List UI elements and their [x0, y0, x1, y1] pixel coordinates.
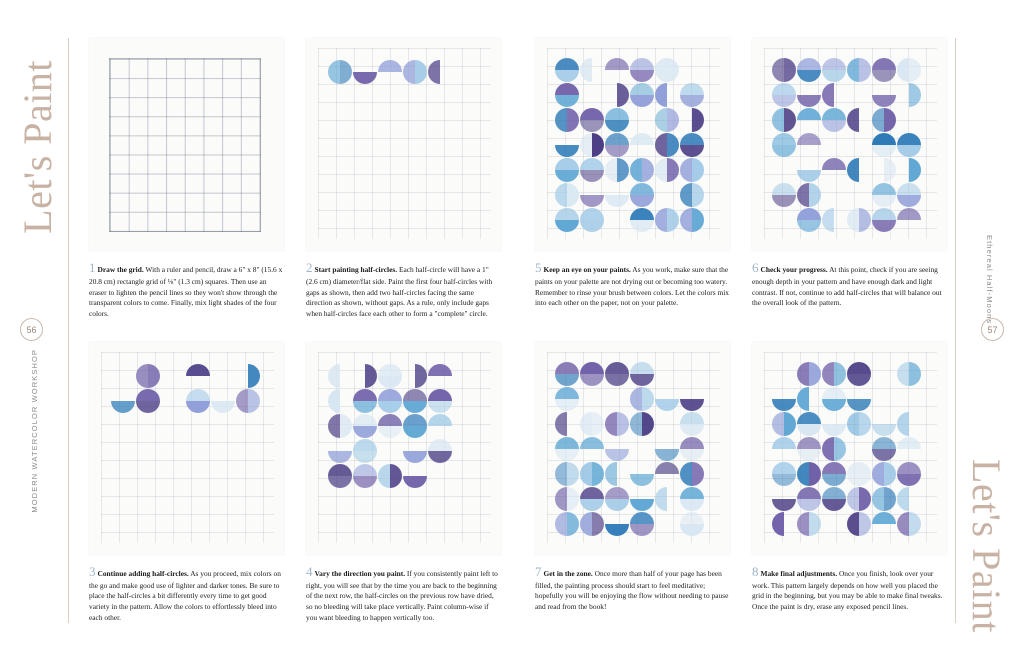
step-image-4	[306, 342, 501, 555]
steps-row-top	[78, 38, 946, 320]
section-title-right: Let's Paint	[964, 459, 1009, 633]
step-caption-1	[89, 259, 284, 320]
step-panel-8	[741, 342, 958, 624]
step-title-6: Check your progress.	[760, 265, 828, 274]
step-number-5: 5	[535, 260, 542, 275]
step-caption-5	[535, 259, 730, 309]
step-text-4: If you consistently paint left to right, you will see that by the time you are back to the beginning of the next row, the half-circles on the previous row have dried, so no bleeding will take place vertically. Paint column-wise if you want bleeding to happen vertically too.	[306, 568, 498, 622]
step-title-7: Get in the zone.	[543, 568, 593, 578]
half-circle-artwork-5	[535, 38, 730, 251]
step-title-8: Make final adjustments.	[760, 568, 838, 578]
step-text-5: As you work, make sure that the paints on your palette are not drying out or becoming too watery. Remember to rinse your brush between colors. Let the colors mix into each other on the paper, not on your palette.	[535, 265, 729, 308]
step-image-1	[89, 38, 284, 251]
running-head-right: Ethereal Half-Moons	[985, 235, 994, 325]
step-number-1: 1	[89, 260, 96, 275]
steps-row-bottom	[78, 342, 946, 624]
step-number-2: 2	[306, 260, 313, 275]
step-image-7	[535, 342, 730, 555]
half-circle-artwork-3	[89, 342, 284, 555]
step-caption-8	[752, 563, 947, 613]
step-image-2	[306, 38, 501, 251]
divider-left	[68, 38, 69, 623]
half-circle-artwork-2	[306, 38, 501, 251]
step-caption-2	[306, 259, 501, 320]
half-circle-artwork-8	[752, 342, 947, 555]
step-panel-6	[741, 38, 958, 320]
step-text-2: Each half-circle will have a 1" (2.6 cm) diameter/flat side. Paint the first four half-circles with gaps as shown, then add two half-circles facing the same direction as shown, without gaps. As a rule, only include gaps when half-circles face each other to form a "complete" circle.	[306, 265, 493, 318]
step-text-8: Once you finish, look over your work. This pattern largely depends on how well you placed the grid in the beginning, but you may be able to make final tweaks. Once the paint is dry, erase any exposed pencil lines.	[752, 568, 943, 611]
step-panel-3	[78, 342, 295, 624]
step-number-3: 3	[89, 563, 96, 579]
step-panel-5	[524, 38, 741, 320]
step-text-6: At this point, check if you are seeing enough depth in your pattern and have enough dark and light contrast. If not, continue to add half-circles that will balance out the overall look of the pattern.	[752, 265, 942, 308]
pencil-grid-icon	[109, 58, 261, 232]
step-image-5	[535, 38, 730, 251]
page-number-left: 56	[20, 318, 43, 341]
step-number-4: 4	[306, 563, 313, 579]
step-image-6	[752, 38, 947, 251]
half-circle-artwork-7	[535, 342, 730, 555]
step-text-3: As you proceed, mix colors on the go and make good use of lighter and darker tones. Be sure to place the half-circles a bit differently every time to get good variety in the pattern. Allow the colors to effortlessly bleed into each other.	[89, 568, 281, 622]
step-title-1: Draw the grid.	[97, 265, 144, 274]
step-caption-4	[306, 563, 501, 624]
step-caption-3	[89, 563, 284, 624]
step-title-2: Start painting half-circles.	[314, 265, 398, 274]
step-panel-2	[295, 38, 512, 320]
step-text-1: With a ruler and pencil, draw a 6" x 8" (15.6 x 20.8 cm) rectangle grid of ⅛" (1.3 cm) squares. Then use an eraser to lighten the pencil lines so they won't show through the transparent colors to come. Finally, mix light shades of the four colors.	[89, 265, 283, 318]
step-panel-1	[78, 38, 295, 320]
running-head-left: MODERN WATERCOLOR WORKSHOP	[30, 349, 39, 513]
step-panel-7	[524, 342, 741, 624]
step-text-7: Once more than half of your page has been filled, the painting process should start to feel meditative; hopefully you will be enjoying the flow without needing to pause and read from the book!	[535, 568, 729, 611]
step-number-8: 8	[752, 563, 759, 579]
step-number-6: 6	[752, 260, 759, 275]
step-caption-6	[752, 259, 947, 309]
step-title-3: Continue adding half-circles.	[97, 568, 189, 578]
step-title-4: Vary the direction you paint.	[314, 568, 406, 578]
half-circle-artwork-6	[752, 38, 947, 251]
step-image-8	[752, 342, 947, 555]
step-number-7: 7	[535, 563, 542, 579]
page-number-right: 57	[981, 318, 1004, 341]
half-circle-artwork-4	[306, 342, 501, 555]
step-caption-7	[535, 563, 730, 613]
step-panel-4	[295, 342, 512, 624]
steps-grid	[78, 38, 946, 623]
step-title-5: Keep an eye on your paints.	[543, 265, 631, 274]
section-title-left: Let's Paint	[15, 60, 60, 234]
step-image-3	[89, 342, 284, 555]
